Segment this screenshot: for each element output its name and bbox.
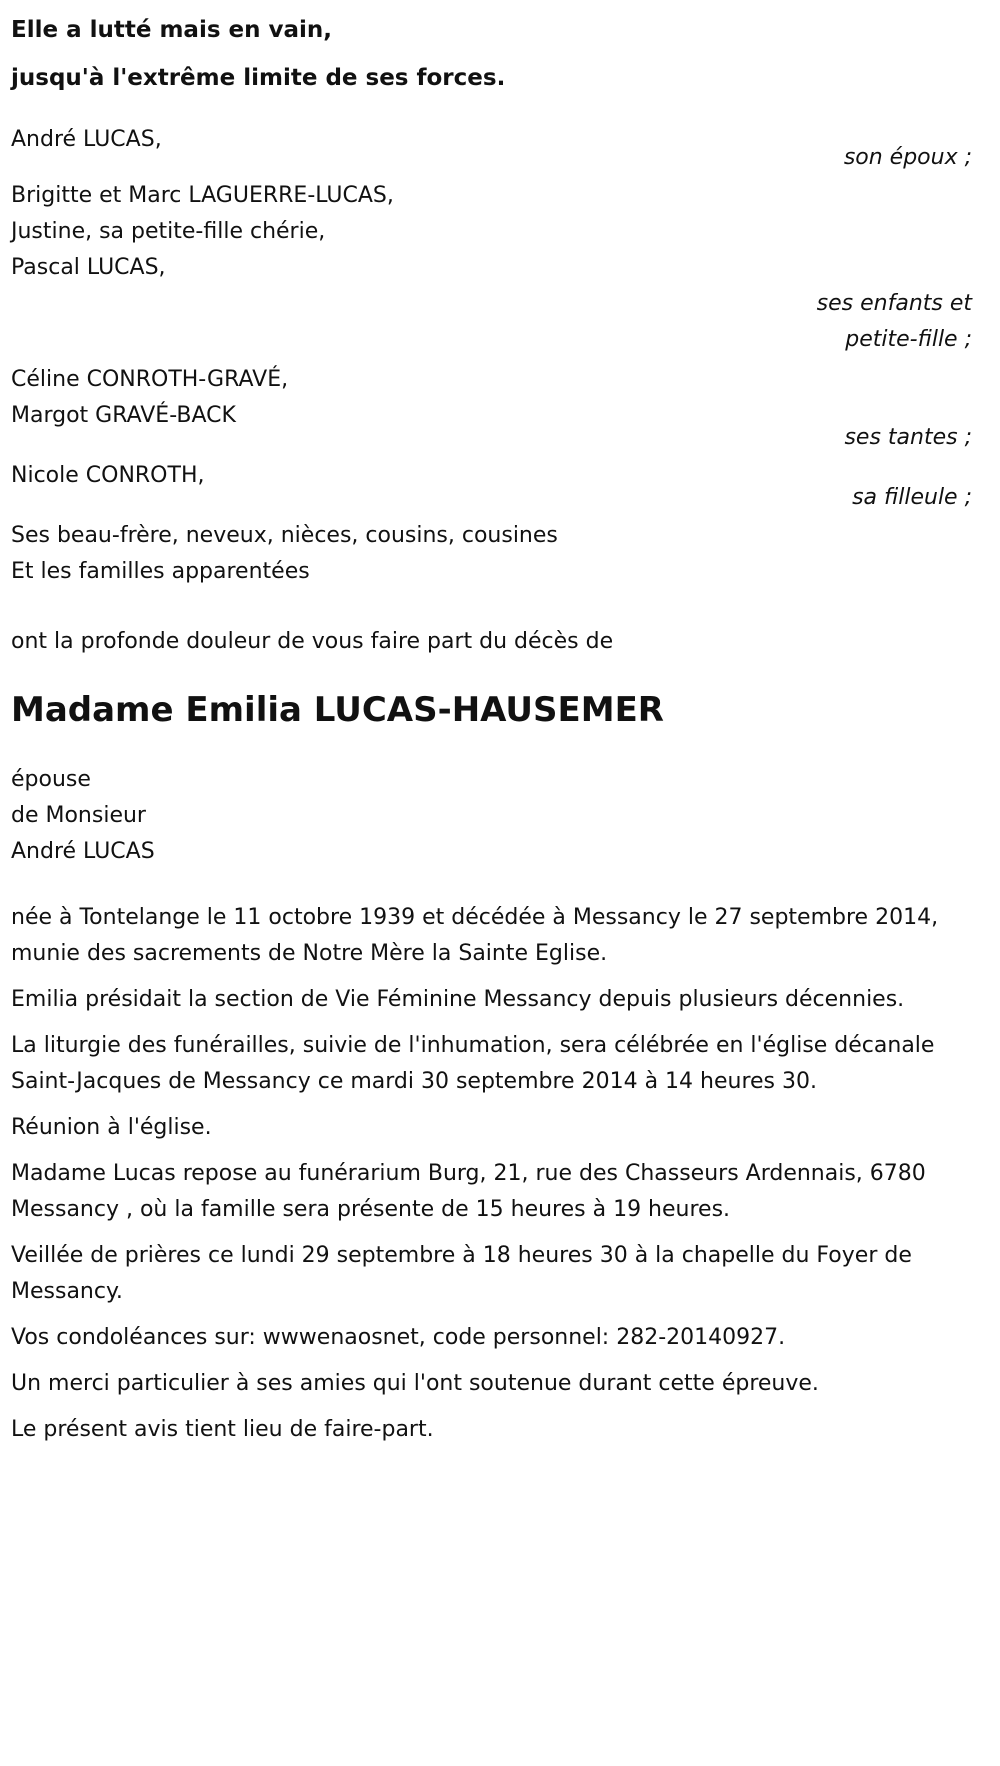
spouse-block-line-1: épouse bbox=[11, 767, 91, 792]
child-name-2: Justine, sa petite-fille chérie, bbox=[11, 219, 326, 244]
children-role-line-2: petite-fille ; bbox=[845, 327, 972, 352]
paragraph-meeting: Réunion à l'église. bbox=[11, 1115, 212, 1140]
family-goddaughter bbox=[11, 456, 988, 518]
aunts-role: ses tantes ; bbox=[844, 425, 972, 450]
paragraph-vie-feminine: Emilia présidait la section de Vie Féminine Messancy depuis plusieurs décennies. bbox=[11, 987, 905, 1012]
paragraph-birth-death: née à Tontelange le 11 octobre 1939 et décédée à Messancy le 27 septembre 2014, munie des sacrements de Notre Mère la Sainte Eglise. bbox=[11, 905, 939, 966]
family-children bbox=[11, 176, 988, 360]
epigraph-line-2: jusqu'à l'extrême limite de ses forces. bbox=[11, 65, 506, 91]
paragraph-vigil: Veillée de prières ce lundi 29 septembre à 18 heures 30 à la chapelle du Foyer de Messancy. bbox=[11, 1243, 912, 1304]
spouse-name: André LUCAS, bbox=[11, 127, 162, 152]
family-others bbox=[11, 516, 988, 592]
child-name-3: Pascal LUCAS, bbox=[11, 255, 166, 280]
epigraph-line-1: Elle a lutté mais en vain, bbox=[11, 17, 333, 43]
child-name-1: Brigitte et Marc LAGUERRE-LUCAS, bbox=[11, 183, 394, 208]
deceased-name: Madame Emilia LUCAS-HAUSEMER bbox=[11, 690, 664, 730]
goddaughter-role: sa filleule ; bbox=[852, 485, 972, 510]
paragraph-funeral: La liturgie des funérailles, suivie de l'inhumation, sera célébrée en l'église décanale Saint-Jacques de Messancy ce mardi 30 septembre 2014 à 14 heures 30. bbox=[11, 1033, 935, 1094]
children-role-line-1: ses enfants et bbox=[816, 291, 972, 316]
paragraph-notice: Le présent avis tient lieu de faire-part. bbox=[11, 1417, 434, 1442]
others-line-1: Ses beau-frère, neveux, nièces, cousins, cousines bbox=[11, 523, 558, 548]
aunt-name-2: Margot GRAVÉ-BACK bbox=[11, 403, 236, 428]
spouse-block bbox=[11, 760, 988, 872]
goddaughter-name: Nicole CONROTH, bbox=[11, 463, 205, 488]
spouse-block-line-3: André LUCAS bbox=[11, 839, 155, 864]
announcement: ont la profonde douleur de vous faire part du décès de bbox=[11, 629, 614, 654]
others-line-2: Et les familles apparentées bbox=[11, 559, 310, 584]
family-spouse bbox=[11, 120, 988, 178]
paragraph-funerarium: Madame Lucas repose au funérarium Burg, 21, rue des Chasseurs Ardennais, 6780 Messancy , où la famille sera présente de 15 heures à 19 heures. bbox=[11, 1161, 926, 1222]
aunt-name-1: Céline CONROTH-GRAVÉ, bbox=[11, 367, 289, 392]
details bbox=[11, 900, 988, 1448]
paragraph-condolences: Vos condoléances sur: wwwenaosnet, code personnel: 282-20140927. bbox=[11, 1325, 786, 1350]
spouse-role: son époux ; bbox=[843, 145, 972, 170]
paragraph-thanks: Un merci particulier à ses amies qui l'ont soutenue durant cette épreuve. bbox=[11, 1371, 819, 1396]
spouse-block-line-2: de Monsieur bbox=[11, 803, 146, 828]
epigraph bbox=[11, 6, 988, 102]
family-aunts bbox=[11, 360, 988, 458]
